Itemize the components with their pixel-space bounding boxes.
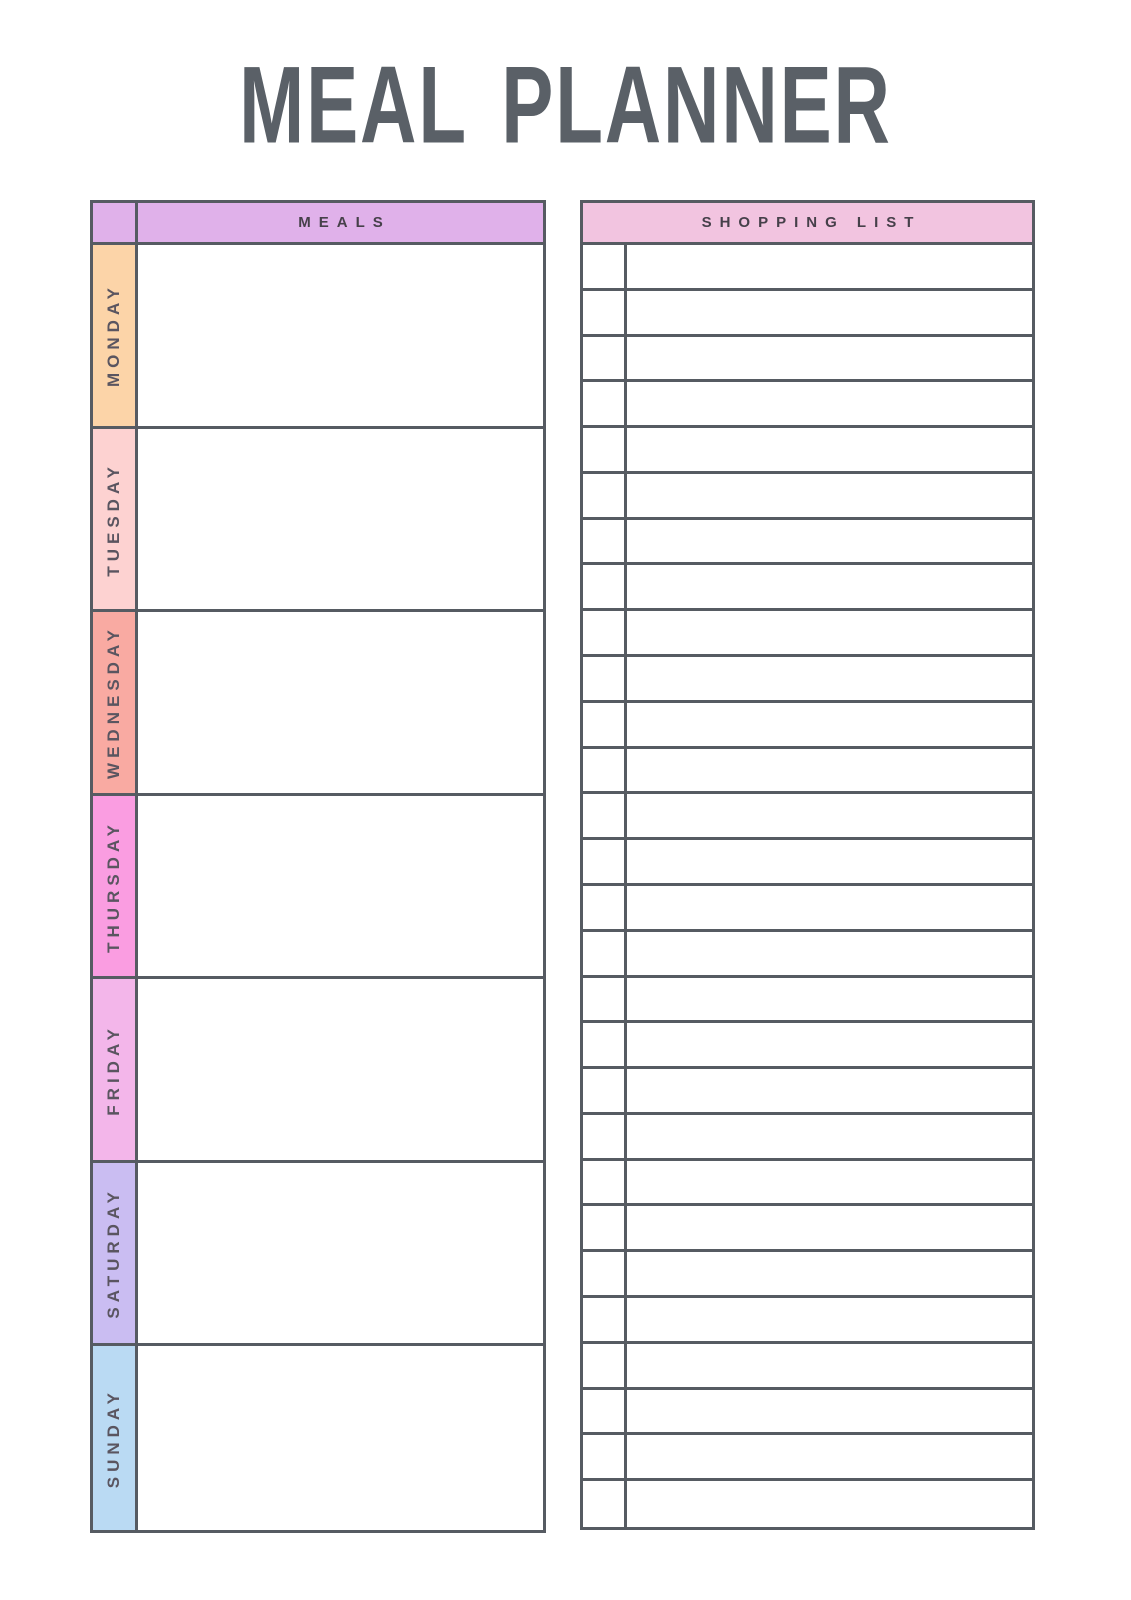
shopping-checkbox-cell[interactable] (583, 1069, 627, 1115)
shopping-checkbox-cell[interactable] (583, 428, 627, 474)
shopping-checkbox-cell[interactable] (583, 932, 627, 978)
day-label-text: SATURDAY (104, 1187, 123, 1319)
shopping-item-cell[interactable] (627, 886, 1032, 932)
day-label-friday (93, 979, 138, 1163)
meals-header (138, 203, 543, 245)
shopping-item-cell[interactable] (627, 1161, 1032, 1207)
shopping-list-table (580, 200, 1035, 1530)
shopping-item-cell[interactable] (627, 978, 1032, 1024)
shopping-checkbox-cell[interactable] (583, 611, 627, 657)
shopping-item-cell[interactable] (627, 1435, 1032, 1481)
meal-entry-cell-thursday[interactable] (138, 796, 543, 980)
shopping-checkbox-cell[interactable] (583, 520, 627, 566)
shopping-item-cell[interactable] (627, 1298, 1032, 1344)
shopping-item-cell[interactable] (627, 749, 1032, 795)
day-label-text: WEDNESDAY (104, 625, 123, 780)
page-title: MEAL PLANNER (239, 43, 892, 166)
shopping-checkbox-cell[interactable] (583, 1252, 627, 1298)
shopping-checkbox-cell[interactable] (583, 1115, 627, 1161)
shopping-item-cell[interactable] (627, 1252, 1032, 1298)
shopping-checkbox-cell[interactable] (583, 1161, 627, 1207)
shopping-checkbox-cell[interactable] (583, 657, 627, 703)
shopping-item-cell[interactable] (627, 1390, 1032, 1436)
day-label-text: FRIDAY (104, 1023, 123, 1116)
shopping-item-cell[interactable] (627, 520, 1032, 566)
shopping-item-cell[interactable] (627, 337, 1032, 383)
shopping-item-cell[interactable] (627, 1069, 1032, 1115)
shopping-checkbox-cell[interactable] (583, 245, 627, 291)
day-label-text: SUNDAY (104, 1388, 123, 1489)
shopping-item-cell[interactable] (627, 291, 1032, 337)
shopping-item-cell[interactable] (627, 932, 1032, 978)
shopping-item-cell[interactable] (627, 611, 1032, 657)
shopping-item-cell[interactable] (627, 1481, 1032, 1527)
shopping-checkbox-cell[interactable] (583, 382, 627, 428)
day-label-text: TUESDAY (104, 461, 123, 577)
shopping-checkbox-cell[interactable] (583, 1481, 627, 1527)
shopping-checkbox-cell[interactable] (583, 749, 627, 795)
shopping-item-cell[interactable] (627, 840, 1032, 886)
shopping-item-cell[interactable] (627, 703, 1032, 749)
day-label-text: THURSDAY (104, 819, 123, 953)
shopping-item-cell[interactable] (627, 794, 1032, 840)
shopping-checkbox-cell[interactable] (583, 703, 627, 749)
day-label-thursday (93, 796, 138, 980)
shopping-item-cell[interactable] (627, 1206, 1032, 1252)
meal-planner-table (90, 200, 546, 1533)
meals-header-label: MEALS (298, 214, 391, 231)
shopping-item-cell[interactable] (627, 245, 1032, 291)
day-label-tuesday (93, 429, 138, 613)
day-label-saturday (93, 1163, 138, 1347)
day-label-monday (93, 245, 138, 429)
shopping-checkbox-cell[interactable] (583, 565, 627, 611)
shopping-item-cell[interactable] (627, 565, 1032, 611)
day-label-wednesday (93, 612, 138, 796)
shopping-checkbox-cell[interactable] (583, 1023, 627, 1069)
shopping-checkbox-cell[interactable] (583, 337, 627, 383)
meal-entry-cell-sunday[interactable] (138, 1346, 543, 1530)
shopping-checkbox-cell[interactable] (583, 1390, 627, 1436)
meal-entry-cell-saturday[interactable] (138, 1163, 543, 1347)
meal-entry-cell-monday[interactable] (138, 245, 543, 429)
shopping-checkbox-cell[interactable] (583, 978, 627, 1024)
shopping-item-cell[interactable] (627, 1115, 1032, 1161)
meal-entry-cell-wednesday[interactable] (138, 612, 543, 796)
shopping-list-header-label: SHOPPING LIST (701, 214, 922, 231)
shopping-checkbox-cell[interactable] (583, 1344, 627, 1390)
meals-header-corner-cell (93, 203, 138, 245)
day-label-sunday (93, 1346, 138, 1530)
shopping-checkbox-cell[interactable] (583, 886, 627, 932)
shopping-item-cell[interactable] (627, 428, 1032, 474)
shopping-item-cell[interactable] (627, 474, 1032, 520)
shopping-item-cell[interactable] (627, 1344, 1032, 1390)
shopping-item-cell[interactable] (627, 382, 1032, 428)
day-label-text: MONDAY (104, 283, 123, 388)
shopping-checkbox-cell[interactable] (583, 291, 627, 337)
shopping-checkbox-cell[interactable] (583, 1298, 627, 1344)
shopping-list-header (583, 203, 1032, 245)
meal-entry-cell-friday[interactable] (138, 979, 543, 1163)
shopping-item-cell[interactable] (627, 1023, 1032, 1069)
shopping-item-cell[interactable] (627, 657, 1032, 703)
shopping-checkbox-cell[interactable] (583, 840, 627, 886)
shopping-checkbox-cell[interactable] (583, 474, 627, 520)
shopping-checkbox-cell[interactable] (583, 794, 627, 840)
shopping-checkbox-cell[interactable] (583, 1435, 627, 1481)
meal-entry-cell-tuesday[interactable] (138, 429, 543, 613)
shopping-checkbox-cell[interactable] (583, 1206, 627, 1252)
